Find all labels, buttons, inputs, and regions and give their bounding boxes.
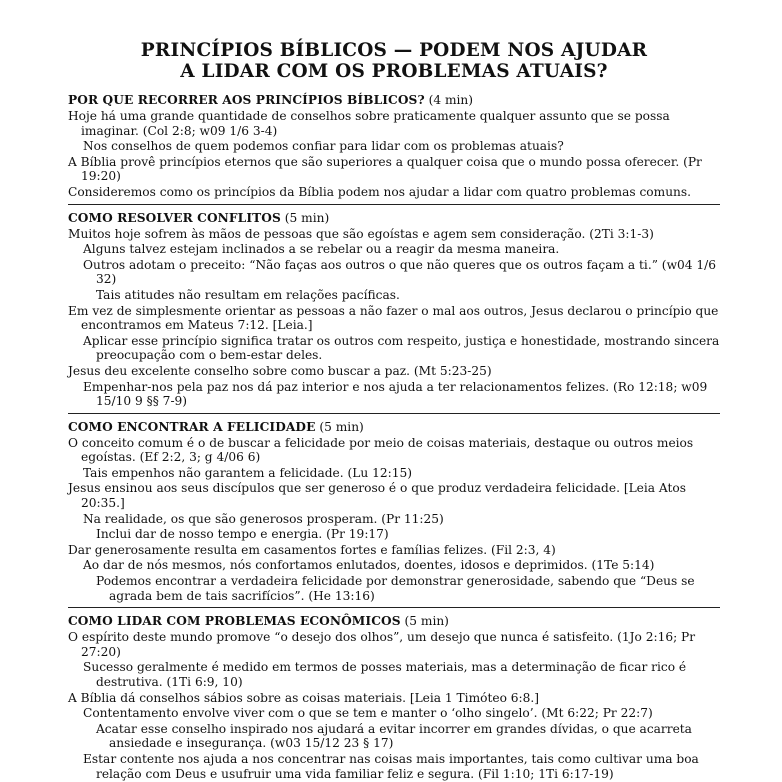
section-heading <box>68 210 720 226</box>
section-divider <box>68 204 720 205</box>
outline-point: Nos conselhos de quem podemos confiar para lidar com os problemas atuais? <box>83 139 564 154</box>
section-heading <box>68 613 720 629</box>
section-divider <box>68 413 720 414</box>
section-title: COMO ENCONTRAR A FELICIDADE <box>68 419 316 434</box>
section-time: (5 min) <box>315 419 364 434</box>
section-title: COMO RESOLVER CONFLITOS <box>68 210 281 225</box>
outline-point: O espírito deste mundo promove “o desejo dos olhos”, um desejo que nunca é satisfeito. (1Jo 2:16; Pr 27:20) <box>68 630 696 659</box>
section-title: POR QUE RECORRER AOS PRINCÍPIOS BÍBLICOS? <box>68 93 425 107</box>
outline-section <box>68 613 720 781</box>
outline-point: Consideremos como os princípios da Bíblia podem nos ajudar a lidar com quatro problemas comuns. <box>68 184 692 199</box>
outline-point: Ao dar de nós mesmos, nós confortamos enlutados, doentes, idosos e deprimidos. (1Te 5:14) <box>83 558 655 573</box>
outline-point: Sucesso geralmente é medido em termos de posses materiais, mas a determinação de ficar rico é destrutiva. (1Ti 6:9, 10) <box>83 660 687 689</box>
outline-section <box>68 92 720 200</box>
outline-point: Contentamento envolve viver com o que se tem e manter o ‘olho singelo’. (Mt 6:22; Pr 22:7) <box>83 706 653 721</box>
outline-point: A Bíblia dá conselhos sábios sobre as coisas materiais. [Leia 1 Timóteo 6:8.] <box>68 690 540 705</box>
section-heading <box>68 92 720 108</box>
page-title <box>68 40 720 82</box>
title-line-1: PRINCÍPIOS BÍBLICOS — PODEM NOS AJUDAR <box>140 40 648 61</box>
section-time: (5 min) <box>280 210 330 225</box>
outline-point: Podemos encontrar a verdadeira felicidade por demonstrar generosidade, sabendo que “Deus se agrada bem de tais sacrifícios”. (He 13:16) <box>96 574 695 603</box>
outline-point: Alguns talvez estejam inclinados a se rebelar ou a reagir da mesma maneira. <box>83 242 560 257</box>
outline-point: Tais atitudes não resultam em relações pacíficas. <box>96 287 400 302</box>
outline-point: Hoje há uma grande quantidade de conselhos sobre praticamente qualquer assunto que se possa imaginar. (Col 2:8; w09 1/6 3-4) <box>68 109 670 138</box>
outline-point: Estar contente nos ajuda a nos concentrar nas coisas mais importantes, tais como cultivar uma boa relação com Deus e usufruir uma vida familiar feliz e segura. (Fil 1:10; 1Ti 6:17-19) <box>83 751 699 781</box>
outline-point: Na realidade, os que são generosos prosperam. (Pr 11:25) <box>83 511 444 526</box>
sections <box>68 92 720 781</box>
outline-point: Tais empenhos não garantem a felicidade. (Lu 12:15) <box>83 465 412 480</box>
outline-point: Acatar esse conselho inspirado nos ajudará a evitar incorrer em grandes dívidas, o que acarreta ansiedade e insegurança. (w03 15/12 23 § 17) <box>96 721 692 751</box>
outline-point: Outros adotam o preceito: “Não faças aos outros o que não queres que os outros façam a ti.” (w04 1/6 32) <box>83 257 716 287</box>
outline-point: Muitos hoje sofrem às mãos de pessoas que são egoístas e agem sem consideração. (2Ti 3:1-3) <box>68 226 654 241</box>
section-time: (4 min) <box>424 93 474 107</box>
outline-point: Jesus ensinou aos seus discípulos que ser generoso é o que produz verdadeira felicidade. [Leia Atos 20:35.] <box>68 481 686 511</box>
outline-section <box>68 419 720 604</box>
section-divider <box>68 607 720 608</box>
outline-point: Em vez de simplesmente orientar as pessoas a não fazer o mal aos outros, Jesus declarou o princípio que encontramos em Mateus 7:12. [Leia.] <box>68 303 719 333</box>
outline-point: Inclui dar de nosso tempo e energia. (Pr 19:17) <box>96 527 389 542</box>
outline-point: A Bíblia provê princípios eternos que são superiores a qualquer coisa que o mundo possa oferecer. (Pr 19:20) <box>68 154 702 184</box>
outline-point: Aplicar esse princípio significa tratar os outros com respeito, justiça e honestidade, mostrando sincera preocupação com o bem-estar deles. <box>83 333 720 363</box>
outline-point: Dar generosamente resulta em casamentos fortes e famílias felizes. (Fil 2:3, 4) <box>68 542 556 557</box>
document <box>68 40 720 782</box>
section-title: COMO LIDAR COM PROBLEMAS ECONÔMICOS <box>68 614 401 629</box>
section-heading <box>68 419 720 435</box>
outline-point: Empenhar-nos pela paz nos dá paz interior e nos ajuda a ter relacionamentos felizes. (Ro 12:18; w09 15/10 9 §§ 7-9) <box>83 379 708 409</box>
title-line-2: A LIDAR COM OS PROBLEMAS ATUAIS? <box>180 61 608 82</box>
outline-section <box>68 210 720 409</box>
outline-point: O conceito comum é o de buscar a felicidade por meio de coisas materiais, destaque ou outros meios egoístas. (Ef 2:2, 3; g 4/06 6) <box>68 435 694 465</box>
outline-point: Jesus deu excelente conselho sobre como buscar a paz. (Mt 5:23-25) <box>68 363 492 378</box>
section-time: (5 min) <box>400 614 449 629</box>
